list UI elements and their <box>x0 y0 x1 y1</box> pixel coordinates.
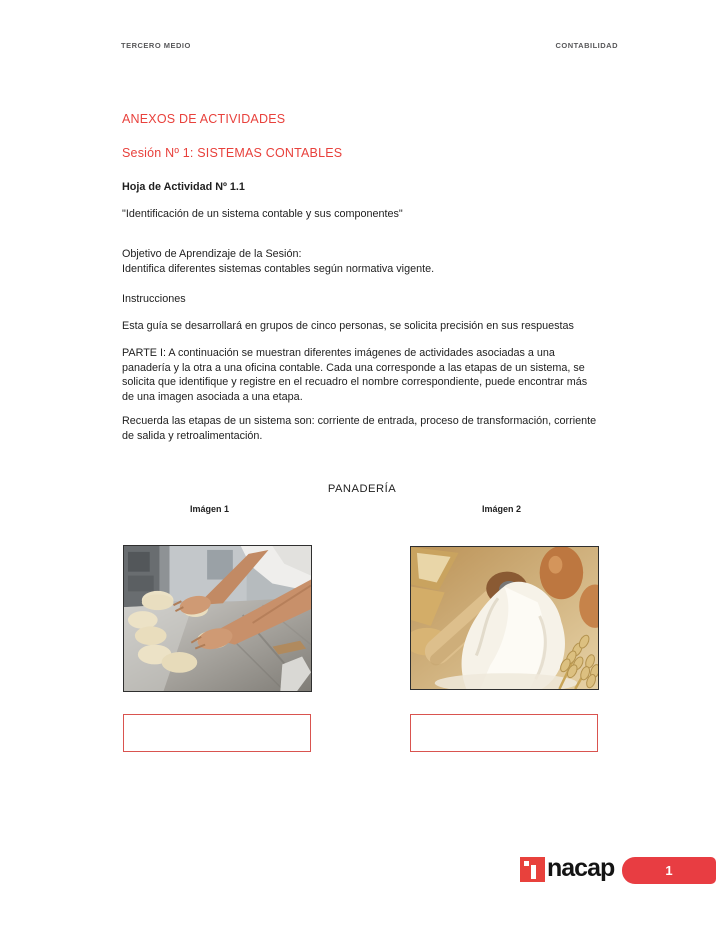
flour-ingredients-illustration <box>411 547 598 689</box>
page-title: ANEXOS DE ACTIVIDADES <box>122 112 286 126</box>
activity-quote: "Identificación de un sistema contable y sus componentes" <box>122 208 403 220</box>
footer <box>0 855 720 887</box>
answer-box-1 <box>123 714 311 752</box>
part1-paragraph: PARTE I: A continuación se muestran diferentes imágenes de actividades asociadas a una panadería y la otra a una oficina contable. Cada una corresponde a las etapas de un sistema, se solicita que identifique y registre en el recuadro el nombre correspondiente, puede encontrar más de una imagen asociada a una etapa. <box>122 347 588 403</box>
page-number-badge <box>622 857 716 884</box>
bakery-photo-kneading-dough <box>123 545 312 692</box>
header-course: TERCERO MEDIO <box>121 41 191 50</box>
objective-label: Objetivo de Aprendizaje de la Sesión: <box>122 248 302 260</box>
session-title: Sesión Nº 1: SISTEMAS CONTABLES <box>122 146 343 160</box>
header-subject: CONTABILIDAD <box>555 41 618 50</box>
objective-block <box>122 247 602 276</box>
kneading-dough-illustration <box>124 546 311 691</box>
instructions-label: Instrucciones <box>122 293 186 305</box>
figure-1-label: Imágen 1 <box>190 504 230 514</box>
answer-box-2 <box>410 714 598 752</box>
inacap-logo-dot <box>524 861 529 866</box>
page-number: 1 <box>665 863 673 878</box>
activity-sheet-number: Hoja de Actividad Nº 1.1 <box>122 181 245 193</box>
bakery-photo-ingredients <box>410 546 599 690</box>
objective-text: Identifica diferentes sistemas contables según normativa vigente. <box>122 262 435 275</box>
section-title-panaderia: PANADERÍA <box>327 483 397 495</box>
inacap-logo-icon <box>520 857 545 882</box>
inacap-brand-text: nacap <box>547 854 615 882</box>
inacap-logo-stem <box>531 865 536 879</box>
instructions-text: Esta guía se desarrollará en grupos de cinco personas, se solicita precisión en sus respuestas <box>122 320 574 332</box>
reminder-paragraph: Recuerda las etapas de un sistema son: corriente de entrada, proceso de transformación, corriente de salida y retroalimentación. <box>122 415 597 442</box>
figure-2-label: Imágen 2 <box>482 504 522 514</box>
